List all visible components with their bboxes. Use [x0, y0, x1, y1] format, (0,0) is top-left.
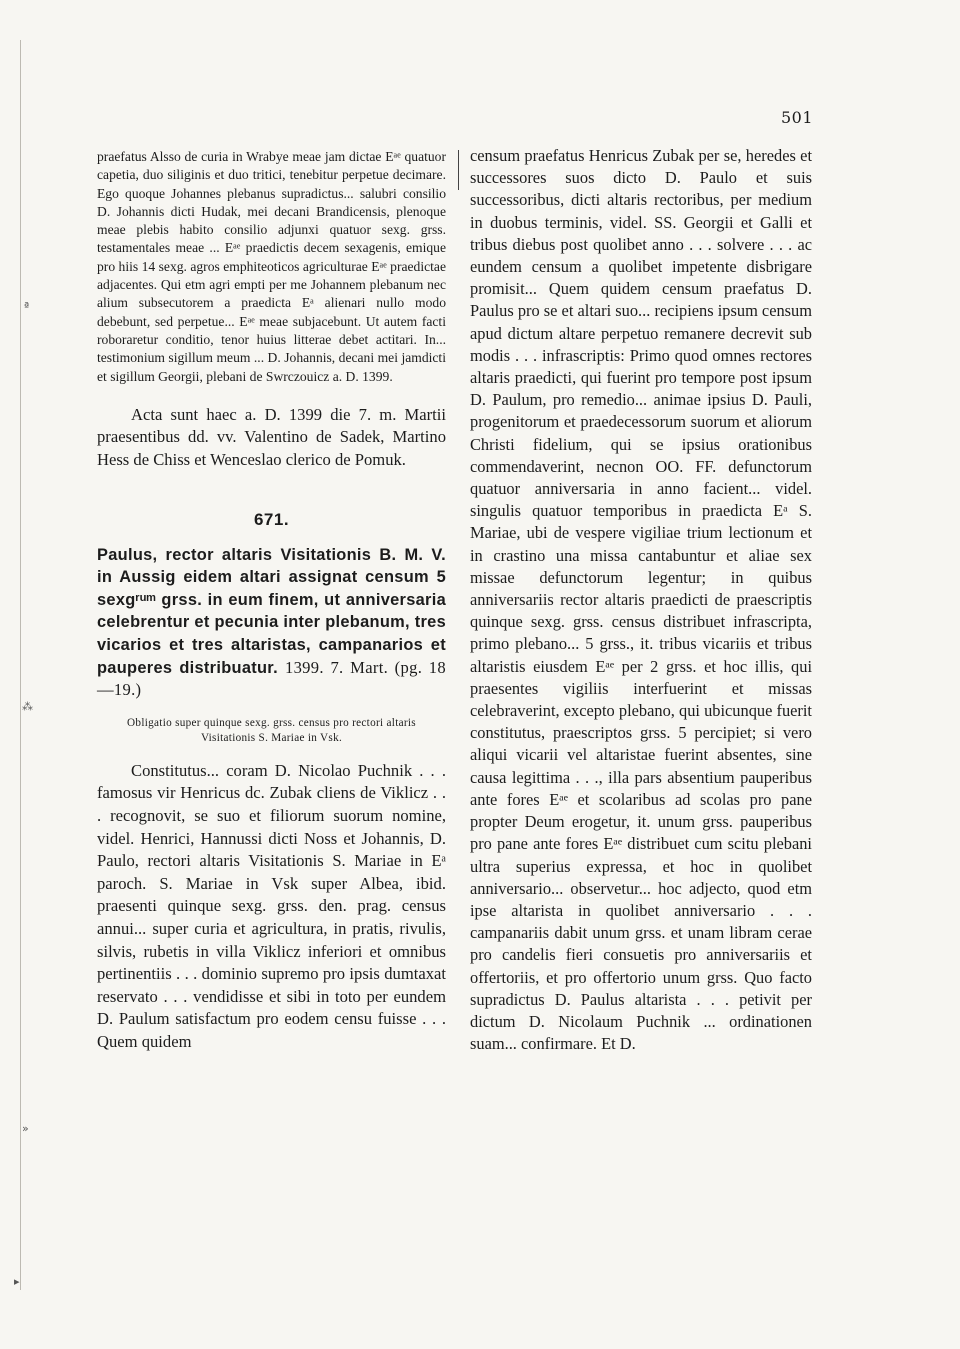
- margin-mark-1: ª: [24, 300, 30, 313]
- right-paragraph-1: censum praefatus Henricus Zubak per se, heredes et successores suos dicto D. Paulo et suis successoribus, dicti altaris rectoribus, per medium in duobus terminis, videl. SS. Georgii et Galli et tribus diebus post quolibet anno . . . solvere . . . ac eundem censum a quolibet impetente disbrigare promisit... Quem quidem censum praefatus D. Paulus pro se et altari suo... recipiens ipsum censum apud dictum altare perpetuo remanere decrevit sub modis . . . infrascriptis: Primo quod omnes rectores altaris praedicti, qui fuerint pro tempore post ipsum D. Paulum, pro remedio... animae ipsius D. Pauli, progenitorum et praedecessorum suorum et aliorum Christi fidelium, qui se ipsius orationibus commendaverint, necnon OO. FF. defunctorum quatuor anniversaria in anno facient... videl. singulis quatuor temporibus in praedicta Eᵃ S. Mariae, ubi de vespere vigiliae trium lectionum et in crastino una missa cantabuntur et aliae sex missae defunctorum legentur; in quibus anniversariis rector altaris praedicti de praescriptis quinque sexg. grss. census distribuet infrascripta, primo plebano... 5 grss., it. tribus vicariis et tribus altaristis eiusdem Eᵃᵉ per 2 grss. et hoc illis, qui praesentes vigiliis interfuerint et missas celebraverint, excepto plebano, qui ubicunque fuerit constitutus, praescriptos grss. 5 percipiet; si vero aliqui vicarii vel altaristae fuerint absentes, sine causa legittima . . ., illa pars absentium pauperibus ante fores Eᵃᵉ et scolaribus ad scolas pro pane propter Deum erogetur, it. unum grss. pauperibus pro pane ante fores Eᵃᵉ distribuet cum scitu plebani ultra superius expressa, et hoc in quolibet anniversario... observetur... hoc adjecto, quod etm ipse altarista in quolibet anniversario . . . campanariis dabit unum grss. et unam libram cerae pro candelis fieri consuetis pro anniversariis et offertoriis, et pro offertorio unum grss. Quo facto supradictus D. Paulus altarista . . . petivit per dictum D. Nicolaum Puchnik ... ordinationen suam... confirmare. Et D.: [470, 146, 812, 1054]
- left-paragraph-2: Acta sunt haec a. D. 1399 die 7. m. Martii praesentibus dd. vv. Valentino de Sadek, Martino Hess de Chiss et Wenceslao clerico de Pomuk.: [97, 404, 446, 470]
- column-rule: [458, 150, 459, 190]
- document-summary: Obligatio super quinque sexg. grss. census pro rectori altaris Visitationis S. Mariae in Vsk.: [127, 716, 416, 744]
- margin-mark-2: ⁂: [22, 700, 33, 713]
- left-column: [97, 148, 446, 1054]
- document-number: 671.: [253, 509, 290, 529]
- left-paragraph-1: praefatus Alsso de curia in Wrabye meae jam dictae Eᵃᵉ quatuor capetia, duo siliginis et duo tritici, tenebitur perpetue decimare. Ego quoque Johannes plebanus supradictus... salubri consilio D. Johannis dicti Hudak, mei decani Brandicensis, plenoque meae plebis habito consilio adjunxi quatuor sexg. grss. testamentales meae ... Eᵃᵉ praedictis decem sexagenis, emique pro hiis 14 sexg. agros emphiteoticos agriculturae Eᵃᵉ praedictae adjacentes. Qui etm agri empti per me Johannem plebanum nec alium subsecutorem a praedicta Eᵃ alienari nullo modo debebunt, sed perpetue... Eᵃᵉ meae subjacebunt. Ut autem facti roboraretur conditio, tenor huius litterae debet actitari. In... testimonium sigillum meum ... D. Johannis, decani mei jamdicti et sigillum Georgii, plebani de Swrczouicz a. D. 1399.: [97, 149, 446, 384]
- right-column: [470, 145, 812, 1055]
- margin-mark-4: ▸: [14, 1275, 20, 1288]
- regest: [97, 544, 446, 702]
- scan-margin-shadow: [20, 40, 21, 1290]
- page-number: 501: [781, 108, 814, 127]
- left-paragraph-3: Constitutus... coram D. Nicolao Puchnik . . . famosus vir Henricus dc. Zubak cliens de Viklicz . . . recognovit, se suo et filiorum suorum nomine, videl. Henrici, Hannussi dicti Noss et Johannis, D. Paulo, rectori altaris Visitationis S. Mariae in Eᵃ paroch. S. Mariae in Vsk super Albea, ibid. praesenti quinque sexg. grss. den. prag. census annui... super curia et agricultura, in pratis, rivulis, silvis, rubetis in villa Viklicz inferiori et omnibus pertinentiis . . . dominio supremo pro ipsis dumtaxat reservato . . . vendidisse et sibi in toto per eundem D. Paulum satisfactum pro eodem censu fuisse . . . Quem quidem: [97, 760, 446, 1051]
- regest-date: 1399. 7. Mart. (pg. 18—19.): [97, 657, 446, 700]
- margin-mark-3: »: [22, 1122, 29, 1135]
- regest-text: Paulus, rector altaris Visitationis B. M. V. in Aussig eidem altari assignat censum 5 sexgʳᵘᵐ grss. in eum finem, ut anniversaria celebrentur et pecunia inter plebanum, tres vicarios et tres altaristas, campanarios et pauperes distribuatur.: [97, 545, 446, 677]
